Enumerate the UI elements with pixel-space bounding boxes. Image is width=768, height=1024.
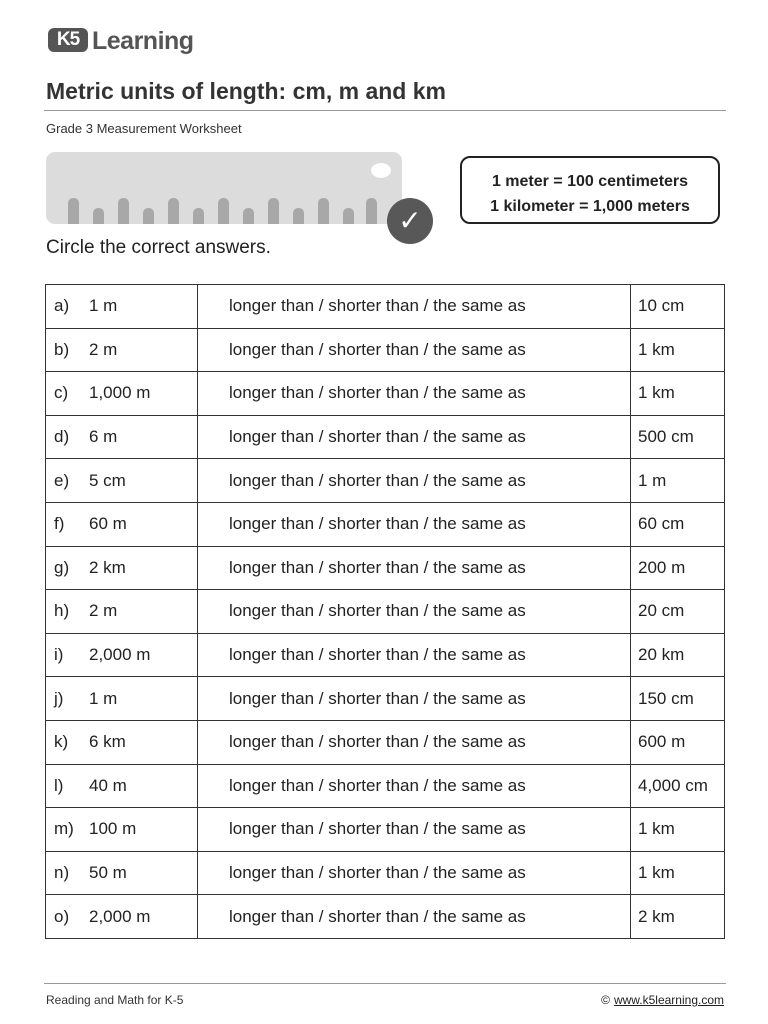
problem-row [46, 808, 725, 852]
right-quantity: 500 cm [631, 415, 725, 459]
right-quantity: 1 km [631, 808, 725, 852]
worksheet-subtitle: Grade 3 Measurement Worksheet [46, 121, 242, 136]
answer-choices[interactable]: longer than / shorter than / the same as [198, 328, 631, 372]
problem-row [46, 285, 725, 329]
problem-label: a) [54, 296, 70, 316]
checkmark-icon: ✓ [387, 198, 433, 244]
problem-label: c) [54, 383, 69, 403]
fact-meter: 1 meter = 100 centimeters [491, 173, 689, 190]
problem-label: j) [54, 688, 64, 708]
problem-left-cell [46, 677, 198, 721]
ruler-tick [318, 198, 329, 224]
problem-left-cell [46, 502, 198, 546]
left-quantity: 2,000 m [89, 906, 151, 926]
answer-choices[interactable]: longer than / shorter than / the same as [198, 285, 631, 329]
problem-row [46, 720, 725, 764]
problem-row [46, 502, 725, 546]
problem-label: n) [54, 863, 70, 883]
problem-left-cell [46, 285, 198, 329]
ruler-icon [46, 152, 402, 224]
instructions: Circle the correct answers. [46, 237, 271, 258]
problem-row [46, 633, 725, 677]
problem-left-cell [46, 372, 198, 416]
ruler-tick [193, 208, 204, 224]
problem-left-cell [46, 328, 198, 372]
left-quantity: 50 m [89, 863, 127, 883]
right-quantity: 1 m [631, 459, 725, 503]
logo-wordmark: Learning [92, 27, 194, 55]
title-divider [44, 110, 726, 111]
problem-row [46, 590, 725, 634]
left-quantity: 5 cm [89, 470, 126, 490]
right-quantity: 20 km [631, 633, 725, 677]
problem-label: i) [54, 645, 64, 665]
problem-label: k) [54, 732, 69, 752]
left-quantity: 60 m [89, 514, 127, 534]
ruler-tick [293, 208, 304, 224]
ruler-tick [68, 198, 79, 224]
problem-label: f) [54, 514, 65, 534]
problem-row [46, 851, 725, 895]
answer-choices[interactable]: longer than / shorter than / the same as [198, 677, 631, 721]
right-quantity: 600 m [631, 720, 725, 764]
copyright-symbol: © [601, 993, 610, 1007]
problem-row [46, 764, 725, 808]
right-quantity: 60 cm [631, 502, 725, 546]
page-title: Metric units of length: cm, m and km [46, 78, 446, 104]
answer-choices[interactable]: longer than / shorter than / the same as [198, 851, 631, 895]
problem-row [46, 459, 725, 503]
ruler-tick [118, 198, 129, 224]
problem-label: m) [54, 819, 74, 839]
answer-choices[interactable]: longer than / shorter than / the same as [198, 895, 631, 939]
problem-left-cell [46, 764, 198, 808]
footer-tagline: Reading and Math for K-5 [46, 993, 184, 1007]
problem-left-cell [46, 590, 198, 634]
ruler-tick [93, 208, 104, 224]
answer-choices[interactable]: longer than / shorter than / the same as [198, 415, 631, 459]
answer-choices[interactable]: longer than / shorter than / the same as [198, 720, 631, 764]
problem-left-cell [46, 633, 198, 677]
problem-row [46, 895, 725, 939]
ruler-tick [143, 208, 154, 224]
right-quantity: 1 km [631, 851, 725, 895]
problem-row [46, 372, 725, 416]
right-quantity: 2 km [631, 895, 725, 939]
problem-left-cell [46, 808, 198, 852]
k5-learning-logo [46, 18, 216, 58]
problem-row [46, 546, 725, 590]
problem-label: o) [54, 906, 70, 926]
left-quantity: 1 m [89, 688, 118, 708]
fact-kilometer: 1 kilometer = 1,000 meters [490, 198, 690, 215]
answer-choices[interactable]: longer than / shorter than / the same as [198, 633, 631, 677]
ruler-tick [343, 208, 354, 224]
ruler-tick [366, 198, 377, 224]
left-quantity: 2 m [89, 339, 118, 359]
conversion-facts-box [460, 156, 720, 224]
problem-label: l) [54, 775, 64, 795]
ruler-hole [371, 163, 391, 178]
problem-left-cell [46, 415, 198, 459]
right-quantity: 1 km [631, 372, 725, 416]
left-quantity: 1 m [89, 296, 118, 316]
footer-url-link[interactable]: www.k5learning.com [613, 993, 724, 1007]
right-quantity: 10 cm [631, 285, 725, 329]
ruler-tick [168, 198, 179, 224]
left-quantity: 2 km [89, 557, 126, 577]
problem-label: h) [54, 601, 70, 621]
left-quantity: 100 m [89, 819, 137, 839]
ruler-tick [268, 198, 279, 224]
answer-choices[interactable]: longer than / shorter than / the same as [198, 502, 631, 546]
problem-row [46, 415, 725, 459]
right-quantity: 150 cm [631, 677, 725, 721]
problem-label: b) [54, 339, 70, 359]
problem-row [46, 677, 725, 721]
answer-choices[interactable]: longer than / shorter than / the same as [198, 808, 631, 852]
left-quantity: 1,000 m [89, 383, 151, 403]
problems-table [45, 284, 725, 939]
logo-mark: K5 [48, 28, 88, 52]
problem-label: e) [54, 470, 70, 490]
left-quantity: 2,000 m [89, 645, 151, 665]
footer-copyright [601, 993, 724, 1007]
problem-left-cell [46, 895, 198, 939]
left-quantity: 6 km [89, 732, 126, 752]
footer-divider [44, 983, 726, 984]
right-quantity: 20 cm [631, 590, 725, 634]
answer-choices[interactable]: longer than / shorter than / the same as [198, 764, 631, 808]
answer-choices[interactable]: longer than / shorter than / the same as [198, 590, 631, 634]
problem-left-cell [46, 459, 198, 503]
left-quantity: 6 m [89, 427, 118, 447]
ruler-tick [243, 208, 254, 224]
problem-label: d) [54, 427, 70, 447]
right-quantity: 1 km [631, 328, 725, 372]
problem-left-cell [46, 851, 198, 895]
problem-label: g) [54, 557, 70, 577]
right-quantity: 4,000 cm [631, 764, 725, 808]
right-quantity: 200 m [631, 546, 725, 590]
left-quantity: 2 m [89, 601, 118, 621]
problem-row [46, 328, 725, 372]
ruler-tick [218, 198, 229, 224]
answer-choices[interactable]: longer than / shorter than / the same as [198, 546, 631, 590]
problem-left-cell [46, 720, 198, 764]
answer-choices[interactable]: longer than / shorter than / the same as [198, 372, 631, 416]
problem-left-cell [46, 546, 198, 590]
left-quantity: 40 m [89, 775, 127, 795]
answer-choices[interactable]: longer than / shorter than / the same as [198, 459, 631, 503]
